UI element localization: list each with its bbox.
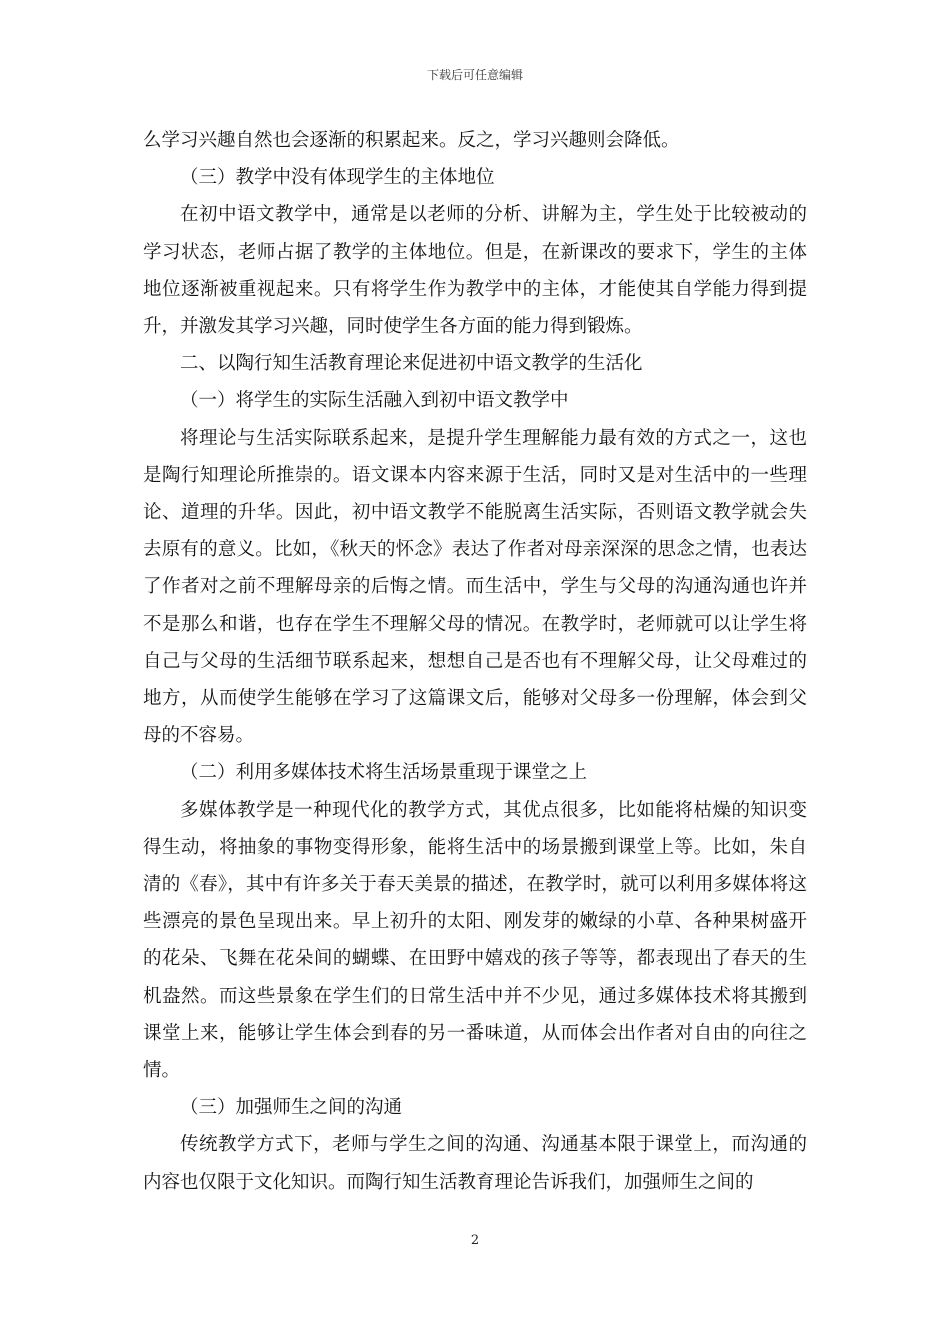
section-heading: （三）教学中没有体现学生的主体地位 (180, 167, 495, 189)
section-heading: 二、以陶行知生活教育理论来促进初中语文教学的生活化 (180, 353, 643, 375)
page-number: 2 (470, 1233, 480, 1248)
section-heading: （三）加强师生之间的沟通 (180, 1097, 403, 1119)
section-heading: （二）利用多媒体技术将生活场景重现于课堂之上 (180, 762, 588, 784)
document-body (143, 122, 807, 1201)
section-heading: （一）将学生的实际生活融入到初中语文教学中 (180, 390, 569, 412)
page-header: 下载后可任意编辑 (426, 68, 523, 82)
paragraph: 传统教学方式下，老师与学生之间的沟通、沟通基本限于课堂上，而沟通的内容也仅限于文化知识。而陶行知生活教育理论告诉我们，加强师生之间的 (143, 1134, 807, 1193)
paragraph: 多媒体教学是一种现代化的教学方式，其优点很多，比如能将枯燥的知识变得生动，将抽象的事物变得形象，能将生活中的场景搬到课堂上等。比如，朱自清的《春》，其中有许多关于春天美景的描述，在教学时，就可以利用多媒体将这些漂亮的景色呈现出来。早上初升的太阳、刚发芽的嫩绿的小草、各种果树盛开的花朵、飞舞在花朵间的蝴蝶、在田野中嬉戏的孩子等等，都表现出了春天的生机盎然。而这些景象在学生们的日常生活中并不少见，通过多媒体技术将其搬到课堂上来，能够让学生体会到春的另一番味道，从而体会出作者对自由的向往之情。 (143, 799, 807, 1082)
paragraph: 将理论与生活实际联系起来，是提升学生理解能力最有效的方式之一，这也是陶行知理论所推崇的。语文课本内容来源于生活，同时又是对生活中的一些理论、道理的升华。因此，初中语文教学不能脱离生活实际，否则语文教学就会失去原有的意义。比如，《秋天的怀念》表达了作者对母亲深深的思念之情，也表达了作者对之前不理解母亲的后悔之情。而生活中，学生与父母的沟通沟通也许并不是那么和谐，也存在学生不理解父母的情况。在教学时，老师就可以让学生将自己与父母的生活细节联系起来，想想自己是否也有不理解父母，让父母难过的地方，从而使学生能够在学习了这篇课文后，能够对父母多一份理解，体会到父母的不容易。 (143, 427, 807, 747)
paragraph: 在初中语文教学中，通常是以老师的分析、讲解为主，学生处于比较被动的学习状态，老师占据了教学的主体地位。但是，在新课改的要求下，学生的主体地位逐渐被重视起来。只有将学生作为教学中的主体，才能使其自学能力得到提升，并激发其学习兴趣，同时使学生各方面的能力得到锻炼。 (143, 204, 807, 338)
paragraph-continuation: 么学习兴趣自然也会逐渐的积累起来。反之，学习兴趣则会降低。 (143, 130, 680, 151)
